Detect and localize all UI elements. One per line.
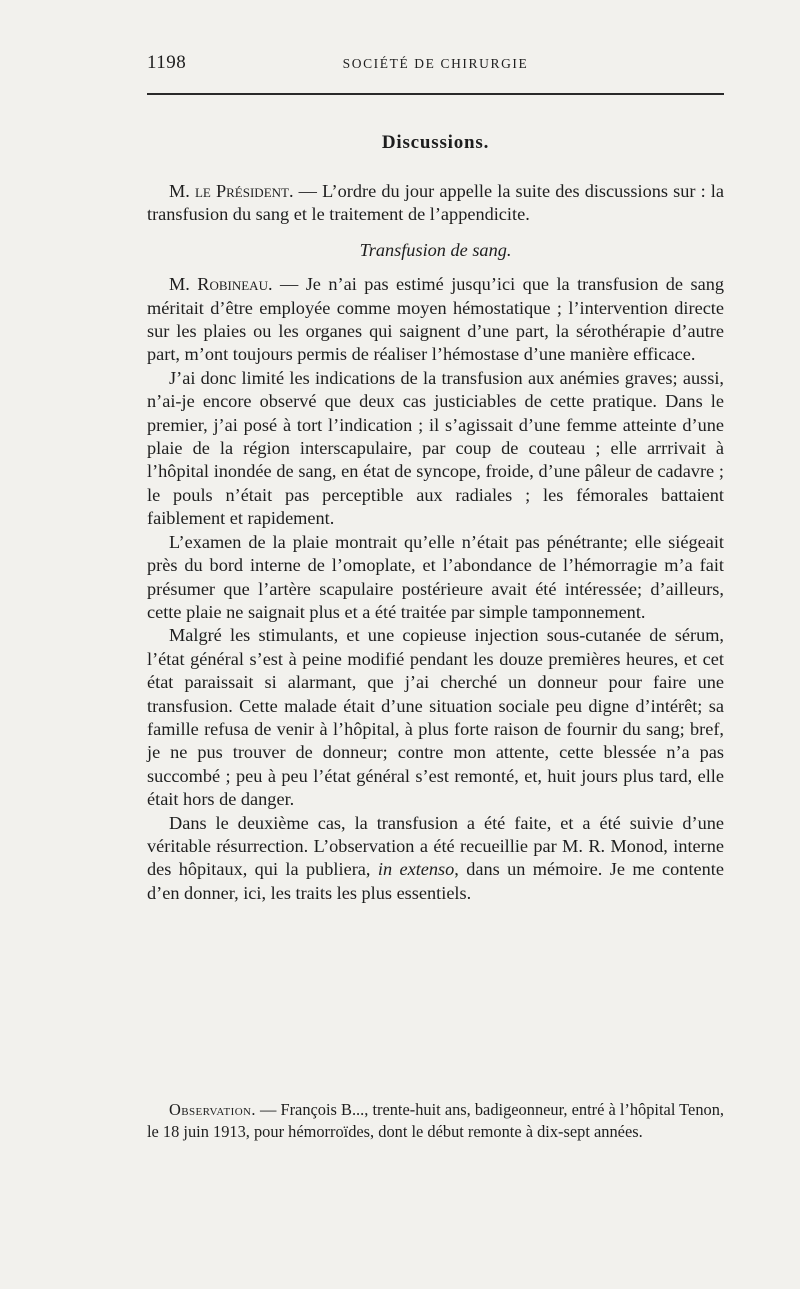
page-number: 1198 <box>147 52 187 73</box>
observation-block <box>147 1099 724 1143</box>
running-head <box>147 52 724 86</box>
paragraph-robineau <box>147 273 724 367</box>
observation-label: Observation. <box>169 1100 256 1119</box>
body-text <box>147 180 724 905</box>
p5-before: Dans le deuxième cas, la transfusion a été faite, et a été suivie d’une véritable résurrection. L’observation a été recueillie par M. R. Monod, interne des hôpitaux, qui la publiera, <box>147 812 724 880</box>
paragraph-deuxieme-cas <box>147 812 724 906</box>
observation-paragraph <box>147 1099 724 1143</box>
robineau-text: — Je n’ai pas estimé jusqu’ici que la transfusion de sang méritait d’être employée comme moyen hémostatique ; l’intervention directe sur les plaies ou les organes qui saignent d’une part, la sérothérapie d’autre part, m’ont toujours permis de réaliser l’hémostase d’une manière efficace. <box>147 274 724 365</box>
section-title: Discussions. <box>381 132 490 153</box>
observation-text: — François B..., trente-huit ans, badigeonneur, entré à l’hôpital Tenon, le 18 juin 1913, pour hémorroïdes, dont le début remonte à dix-sept années. <box>147 1100 724 1141</box>
running-title: SOCIÉTÉ DE CHIRURGIE <box>342 56 529 71</box>
header-rule <box>147 93 724 95</box>
paragraph-president <box>147 180 724 227</box>
paragraph-indications: J’ai donc limité les indications de la transfusion aux anémies graves; aussi, n’ai-je encore observé que deux cas justiciables de cette pratique. Dans le premier, j’ai posé à tort l’indication ; il s’agissait d’une femme atteinte d’une plaie de la région interscapulaire, par coup de couteau ; elle arrrivait à l’hôpital inondée de sang, en état de syncope, froide, d’une pâleur de cadavre ; le pouls n’était pas perceptible aux radiales ; les fémorales battaient faiblement et rapidement. <box>147 367 724 529</box>
president-text: — L’ordre du jour appelle la suite des discussions sur : la transfusion du sang et le traitement de l’appendicite. <box>147 181 724 225</box>
speaker-robineau: M. Robineau. <box>169 274 273 295</box>
paragraph-examen: L’examen de la plaie montrait qu’elle n’était pas pénétrante; elle siégeait près du bord interne de l’omoplate, et l’abondance de l’hémorragie m’a fait présumer que l’artère scapulaire postérieure avait été intéressée; d’ailleurs, cette plaie ne saignait plus et a été traitée par simple tamponnement. <box>147 531 724 622</box>
speaker-president: M. le Président. <box>169 181 294 201</box>
subheading-transfusion: Transfusion de sang. <box>359 239 512 260</box>
p5-italic: in extenso <box>377 859 455 880</box>
paragraph-malgre: Malgré les stimulants, et une copieuse injection sous-cutanée de sérum, l’état général s’est à peine modifié pendant les douze premières heures, et cet état paraissait si alarmant, que j’ai cherché un donneur pour faire une transfusion. Cette malade était d’une situation sociale peu digne d’intérêt; sa famille refusa de venir à l’hôpital, à plus forte raison de fournir du sang; bref, je ne pus trouver de donneur; contre mon attente, cette blessée n’a pas succombé ; peu à peu l’état général s’est remonté, et, huit jours plus tard, elle était hors de danger. <box>147 625 724 810</box>
p5-after: , dans un mémoire. Je me contente d’en donner, ici, les traits les plus essentiels. <box>147 859 724 903</box>
